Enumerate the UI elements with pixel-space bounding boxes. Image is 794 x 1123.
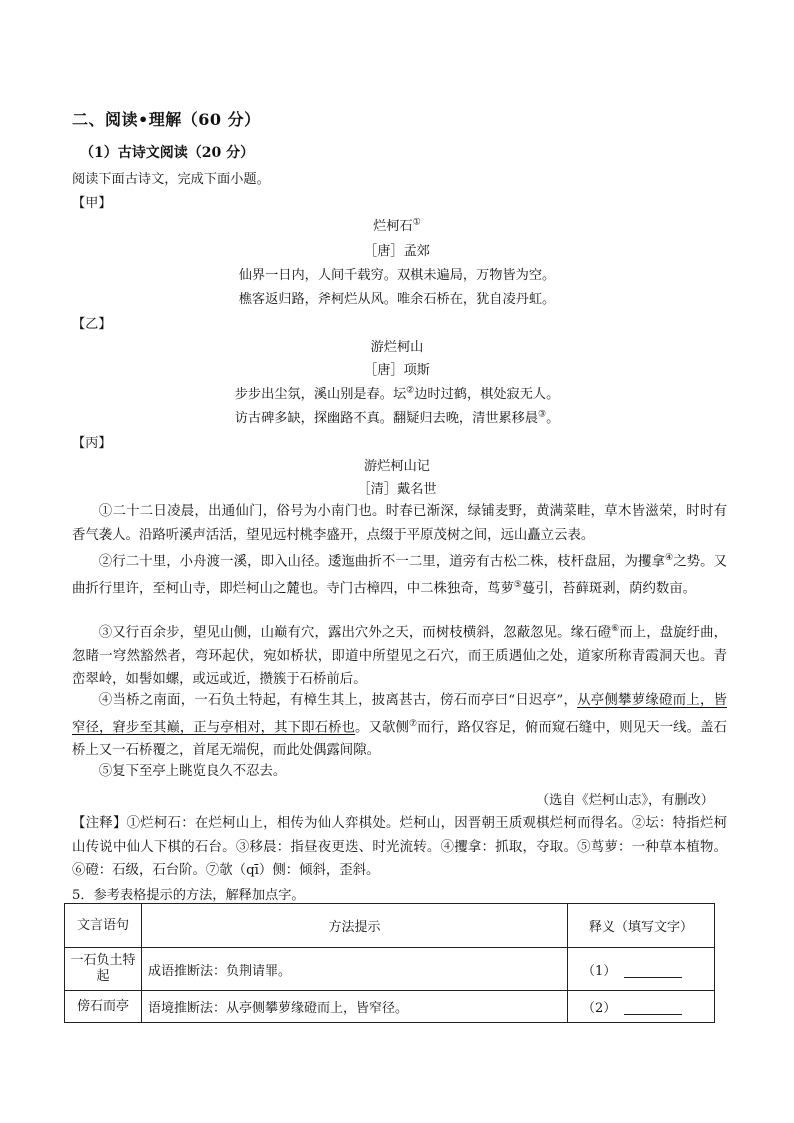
header-answer: 释义（填写文字）	[568, 904, 715, 948]
poem-b-line2-b: 。	[546, 411, 560, 426]
prose-p4-underlined: 从亭侧攀萝缘磴而上，皆窄径，窘步至其巅，正与亭相对，其下即石桥也	[72, 693, 727, 735]
row1-phrase: 一石负土特起	[65, 948, 142, 991]
row2-answer-cell	[568, 991, 715, 1023]
row1-answer-blank[interactable]	[624, 965, 682, 978]
prose-p3-b: 而上，盘旋纡曲，忽睹一穹然豁然者，弯环起伏，宛如桥状，即道中所望见之石穴，而王质遇仙之处，道家所称青霞洞天也。青峦翠岭，如髻如螺，或远或近，攒簇于石桥前后。	[72, 625, 728, 688]
poem-b-line2-note: ③	[538, 409, 547, 420]
prose-paragraph-5: ⑤复下至亭上眺览良久不忍去。	[98, 764, 287, 779]
poem-a-line2: 樵客返归路，斧柯烂从风。唯余石桥在，犹自凌丹虹。	[238, 292, 556, 307]
row1-answer-cell	[568, 948, 715, 991]
prose-paragraph-3	[72, 618, 727, 692]
prose-paragraph-4	[72, 689, 727, 763]
row2-answer-blank[interactable]	[624, 1002, 682, 1015]
poem-a-title	[0, 215, 794, 234]
prose-c-title: 游烂柯山记	[364, 459, 430, 474]
poem-b-label: 【乙】	[72, 317, 112, 332]
prose-p4-c: 而行，路仅容足，俯而窥石缝中，则见天一线。盖石桥上又一石桥覆之，首尾无端倪，而此处偶露间隙。	[72, 719, 728, 759]
poem-a-title-note: ①	[412, 217, 421, 228]
prose-p2-note2: ⑤	[513, 579, 522, 590]
prose-p2-note: ④	[665, 553, 674, 563]
row2-answer-label: （2）	[582, 1001, 617, 1016]
row1-answer-label: （1）	[582, 963, 617, 979]
section-title: 二、阅读•理解（60 分）	[72, 110, 261, 129]
table-row	[65, 991, 715, 1023]
prose-p2-a: ②行二十里，小舟渡一溪，即入山径。逶迤曲折不一二里，道旁有古松二株，枝杆盘屈，为攫拿	[98, 554, 665, 570]
table-row	[65, 948, 715, 991]
poem-b-line1	[0, 383, 794, 402]
prose-p2-b: 之势。又曲折行里许，至柯山寺，即烂柯山之麓也。寺门古樟四，中二株独奇，茑萝	[72, 554, 728, 597]
poem-a-label: 【甲】	[72, 196, 112, 211]
poem-b-author: ［唐］项斯	[364, 363, 430, 378]
prose-c-author: ［清］戴名世	[357, 482, 437, 497]
poem-b-line1-note: ②	[406, 385, 415, 396]
row2-method: 语境推断法：从亭侧攀萝缘磴而上，皆窄径。	[142, 991, 568, 1023]
prose-p3-note: ⑥	[611, 624, 620, 634]
row1-method: 成语推断法：负荆请罪。	[142, 948, 568, 991]
header-method: 方法提示	[142, 904, 568, 948]
prose-paragraph-2	[72, 547, 727, 601]
poem-a-line1: 仙界一日内，人间千载穷。双棋未遍局，万物皆为空。	[238, 268, 556, 283]
row2-phrase: 傍石而亭	[65, 991, 142, 1023]
poem-b-line1-b: 边时过鹤，棋处寂无人。	[414, 387, 560, 402]
prose-source: （选自《烂柯山志》，有删改）	[535, 793, 714, 808]
question-table	[64, 903, 715, 1023]
prose-p4-note: ⑦	[408, 718, 418, 729]
header-phrase: 文言语句	[65, 904, 142, 948]
poem-a-title-text: 烂柯石	[373, 219, 413, 234]
table-header-row	[65, 904, 715, 948]
annotation-notes: 【注释】①烂柯石：在烂柯山上，相传为仙人弈棋处。烂柯山，因晋朝王质观棋烂柯而得名。②坛：特指烂柯山传说中仙人下棋的石台。③移晨：指昼夜更迭、时光流转。④攫拿：抓取，夺取。⑤茑萝：一种草本植物。⑥磴：石级，石台阶。⑦欹（qī）侧：倾斜，歪斜。	[72, 816, 727, 878]
poem-a-author: ［唐］孟郊	[364, 244, 430, 259]
poem-b-line2-a: 访古碑多缺，探幽路不真。翻疑归去晚，清世累移晨	[234, 411, 539, 426]
prose-paragraph-1: ①二十二日凌晨，出通仙门，俗号为小南门也。时春已渐深，绿铺麦野，黄满菜畦，草木皆滋荣，时时有香气袭人。沿路听溪声活活，望见远村桃李盛开，点缀于平原茂树之间，远山矗立云表。	[72, 504, 727, 543]
poem-b-line1-a: 步步出尘氛，溪山别是春。坛	[234, 387, 407, 402]
poem-b-title: 游烂柯山	[370, 340, 424, 355]
prose-p4-a: ④当桥之南面，一石负土特起，有樟生其上，披离甚古，傍石而亭曰“日迟亭”，	[98, 693, 578, 708]
poem-b-line2	[0, 407, 794, 426]
prose-p2-c: 蔓引，苔藓斑剥，荫约数亩。	[521, 581, 697, 597]
instruction: 阅读下面古诗文，完成下面小题。	[72, 172, 270, 187]
prose-c-label: 【丙】	[72, 436, 112, 451]
subsection-title: （1）古诗文阅读（20 分）	[80, 145, 255, 161]
question-stem: 5．参考表格提示的方法，解释加点字。	[72, 888, 305, 903]
prose-p4-b: 。又欹侧	[355, 719, 409, 735]
prose-p3-a: ③又行百余步，望见山侧，山巅有穴，露出穴外之天，而树枝横斜，忽蔽忽见。缘石磴	[98, 625, 612, 641]
